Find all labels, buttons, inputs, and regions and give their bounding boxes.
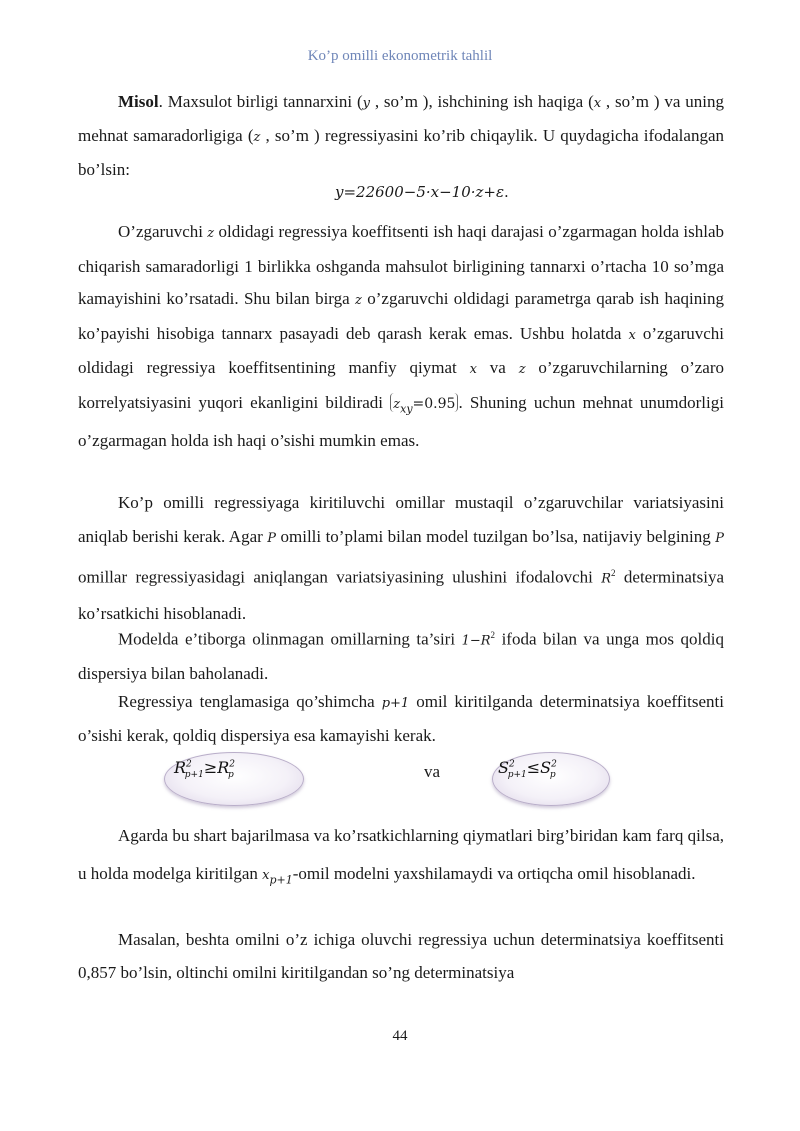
- corr-value: =0.95: [412, 395, 456, 412]
- var-z: z: [253, 130, 261, 145]
- superscript: 2: [551, 759, 557, 770]
- text-run: Masalan, beshta omilni o’z ichiga oluvchi regressiya uchun determinatsiya koeffitsenti 0,857 bo’lsin, oltinchi omilni kiritilgandan so’ng determinatsiya: [78, 930, 724, 982]
- equation-period: .: [504, 183, 509, 201]
- superscript: 2: [490, 630, 496, 640]
- subscript: p+1: [269, 873, 293, 887]
- var-x: x: [469, 362, 477, 377]
- text-run: O’zgaruvchi: [118, 222, 208, 241]
- var-x: x: [593, 96, 602, 111]
- subscript: p+1: [507, 770, 527, 781]
- superscript: 2: [229, 759, 235, 770]
- paragraph-additional-factor: [78, 686, 724, 752]
- var-p: P: [715, 531, 725, 546]
- symbol: S: [540, 758, 552, 777]
- symbol: R: [174, 758, 187, 777]
- operator: ≤: [526, 758, 541, 777]
- subscript: p+1: [184, 770, 204, 781]
- paragraph-example: [78, 86, 724, 186]
- example-label: Misol: [118, 92, 159, 111]
- symbol: R: [217, 758, 230, 777]
- text-run: Regressiya tenglamasiga qo’shimcha: [118, 692, 382, 711]
- conjunction-va: va: [424, 762, 441, 781]
- corr-symbol: z: [393, 396, 401, 412]
- var-y: y: [362, 96, 370, 111]
- expression-1-minus-r: 1−R: [461, 633, 491, 649]
- var-z: z: [518, 362, 526, 377]
- running-header: Ko’p omilli ekonometrik tahlil: [307, 48, 493, 64]
- text-run: . Shuning uchun mehnat unumdorligi o’zgarmagan holda ish haqi o’sishi mumkin emas.: [78, 392, 724, 451]
- text-run: omillar regressiyasidagi aniqlangan variatsiyasining ulushini ifodalovchi: [78, 567, 602, 587]
- text-run: ifoda bilan va unga mos qoldiq dispersiya bilan baholanadi.: [78, 629, 724, 683]
- superscript: 2: [508, 759, 515, 770]
- superscript: 2: [186, 759, 192, 770]
- text-run: o’zgaruvchi oldidagi parametrga qarab ish haqining ko’payishi hisobiga tannarx pasayadi deb qarash kerak emas. Ushbu holatda: [78, 289, 724, 343]
- paragraph-condition: [78, 817, 724, 899]
- var-p-plus-1: p+1: [381, 696, 410, 711]
- text-run: , so’m ) va uning mehnat samaradorligiga (: [78, 92, 725, 145]
- superscript: 2: [611, 568, 616, 578]
- text-run: , so’m ) regressiyasini ko’rib chiqaylik. U quydagicha ifodalangan bo’lsin:: [78, 126, 725, 179]
- text-run: o’zgaruvchilarning o’zaro korrelyatsiyasini yuqori ekanligini bildiradi: [78, 358, 724, 412]
- text-run: omil kiritilganda determinatsiya koeffitsenti o’sishi kerak, qoldiq dispersiya esa kamayishi kerak.: [78, 692, 724, 745]
- text-run: Modelda e’tiborga olinmagan omillarning ta’siri: [118, 629, 462, 649]
- symbol: S: [498, 758, 509, 777]
- text-run: . Maxsulot birligi tannarxini (: [158, 92, 363, 111]
- paragraph-factors: [78, 486, 724, 631]
- text-run: omilli to’plami bilan model tuzilgan bo’lsa, natijaviy belgining: [276, 527, 716, 546]
- var-p: P: [267, 531, 277, 546]
- equation-text: y=22600−5·x−10·z+ε: [335, 183, 505, 201]
- text-run: oldidagi regressiya koeffitsenti ish haqi darajasi o’zgarmagan holda ishlab chiqarish samaradorligi 1 birlikka oshganda mahsulot birligining tannarxi o’rtacha 10 so’mga kamayishini ko’rsatadi. Shu bilan birga: [78, 222, 724, 308]
- text-run: o’zgaruvchi oldidagi regressiya koeffitsentining manfiy qiymat: [78, 323, 724, 377]
- text-run: determinatsiya ko’rsatkichi hisoblanadi.: [78, 567, 724, 623]
- var-r: R: [601, 571, 612, 587]
- page-number: 44: [392, 1028, 408, 1044]
- text-run: Ko’p omilli regressiyaga kiritiluvchi omillar mustaqil o’zgaruvchilar variatsiyasini aniqlab berishi kerak. Agar: [78, 493, 724, 546]
- text-run: -omil modelni yaxshilamaydi va ortiqcha omil hisoblanadi.: [292, 864, 696, 883]
- text-run: va: [476, 358, 519, 377]
- text-run: Agarda bu shart bajarilmasa va ko’rsatkichlarning qiymatlari birg’biridan kam farq qilsa, u holda modelga kiritilgan: [78, 826, 724, 883]
- correlation-formula: [390, 393, 458, 415]
- subscript: p: [549, 770, 556, 781]
- var-x: x: [262, 868, 270, 883]
- text-run: , so’m ), ishchining ish haqiga (: [369, 92, 594, 111]
- paragraph-residual: [78, 619, 724, 690]
- regression-equation: [335, 183, 509, 201]
- var-z: z: [355, 293, 362, 308]
- operator: ≥: [203, 758, 218, 777]
- paragraph-example-five-factors: [78, 923, 724, 989]
- inequality-s: [498, 758, 556, 780]
- corr-subscript: xy: [400, 401, 413, 415]
- var-z: z: [207, 226, 215, 241]
- paragraph-interpretation: [78, 216, 724, 458]
- var-x: x: [628, 327, 636, 343]
- inequality-r: [174, 758, 234, 780]
- subscript: p: [228, 770, 234, 781]
